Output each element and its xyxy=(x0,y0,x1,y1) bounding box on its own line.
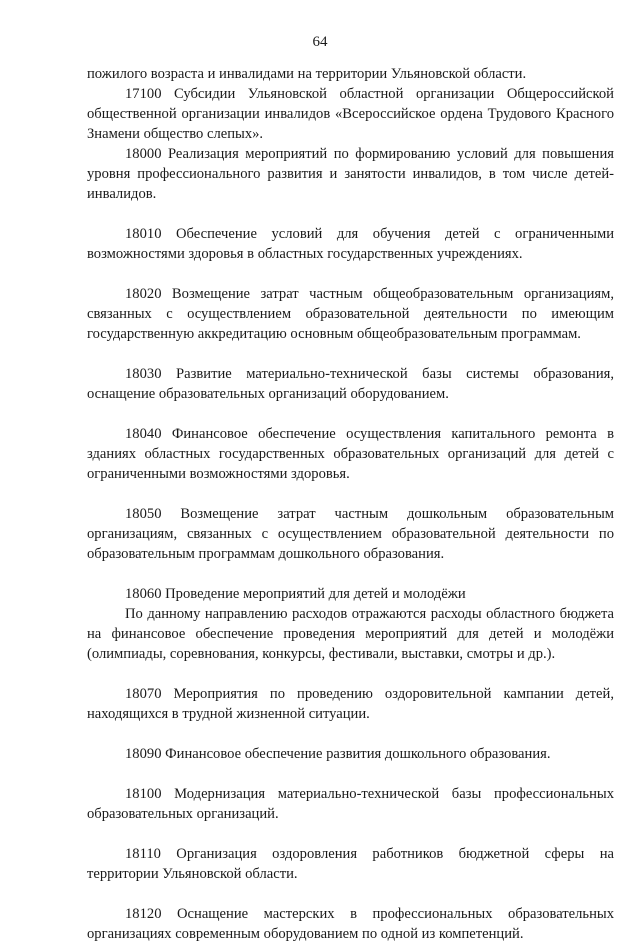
spacer xyxy=(87,564,614,584)
paragraph: 18050 Возмещение затрат частным дошкольным образовательным организациям, связанных с осуществлением образовательной деятельности по образовательным программам дошкольного образования. xyxy=(87,506,614,562)
spacer xyxy=(87,484,614,504)
paragraph: 18030 Развитие материально-технической базы системы образования, оснащение образовательных организаций оборудованием. xyxy=(87,366,614,402)
spacer xyxy=(87,264,614,284)
paragraph: 18000 Реализация мероприятий по формированию условий для повышения уровня профессионального развития и занятости инвалидов, в том числе детей-инвалидов. xyxy=(87,146,614,202)
spacer xyxy=(87,344,614,364)
spacer xyxy=(87,724,614,744)
spacer xyxy=(87,404,614,424)
paragraph: 18090 Финансовое обеспечение развития дошкольного образования. xyxy=(125,746,551,762)
paragraph: 18040 Финансовое обеспечение осуществления капитального ремонта в зданиях областных государственных образовательных организаций для детей с ограниченными возможностями здоровья. xyxy=(87,426,614,482)
paragraph: 18010 Обеспечение условий для обучения детей с ограниченными возможностями здоровья в областных государственных учреждениях. xyxy=(87,226,614,262)
paragraph: По данному направлению расходов отражаются расходы областного бюджета на финансовое обеспечение проведения мероприятий для детей и молодёжи (олимпиады, соревнования, конкурсы, фестивали, выставки, смотры и др.). xyxy=(87,606,614,662)
paragraph: 18100 Модернизация материально-технической базы профессиональных образовательных организаций. xyxy=(87,786,614,822)
paragraph: 18110 Организация оздоровления работников бюджетной сферы на территории Ульяновской области. xyxy=(87,846,614,882)
spacer xyxy=(87,204,614,224)
paragraph: 18070 Мероприятия по проведению оздоровительной кампании детей, находящихся в трудной жизненной ситуации. xyxy=(87,686,614,722)
page-number: 64 xyxy=(312,34,328,50)
section-heading: 18060 Проведение мероприятий для детей и молодёжи xyxy=(125,586,466,602)
paragraph: 18120 Оснащение мастерских в профессиональных образовательных организациях современным оборудованием по одной из компетенций. xyxy=(87,906,614,942)
paragraph: 18020 Возмещение затрат частным общеобразовательным организациям, связанных с осуществлением образовательной деятельности по имеющим государственную аккредитацию основным общеобразовательным программам. xyxy=(87,286,614,342)
paragraph: 17100 Субсидии Ульяновской областной организации Общероссийской общественной организации инвалидов «Всероссийское ордена Трудового Красного Знамени общество слепых». xyxy=(87,86,614,142)
spacer xyxy=(87,824,614,844)
spacer xyxy=(87,664,614,684)
spacer xyxy=(87,764,614,784)
spacer xyxy=(87,884,614,904)
paragraph: пожилого возраста и инвалидами на территории Ульяновской области. xyxy=(87,66,527,82)
document-body xyxy=(87,64,614,944)
